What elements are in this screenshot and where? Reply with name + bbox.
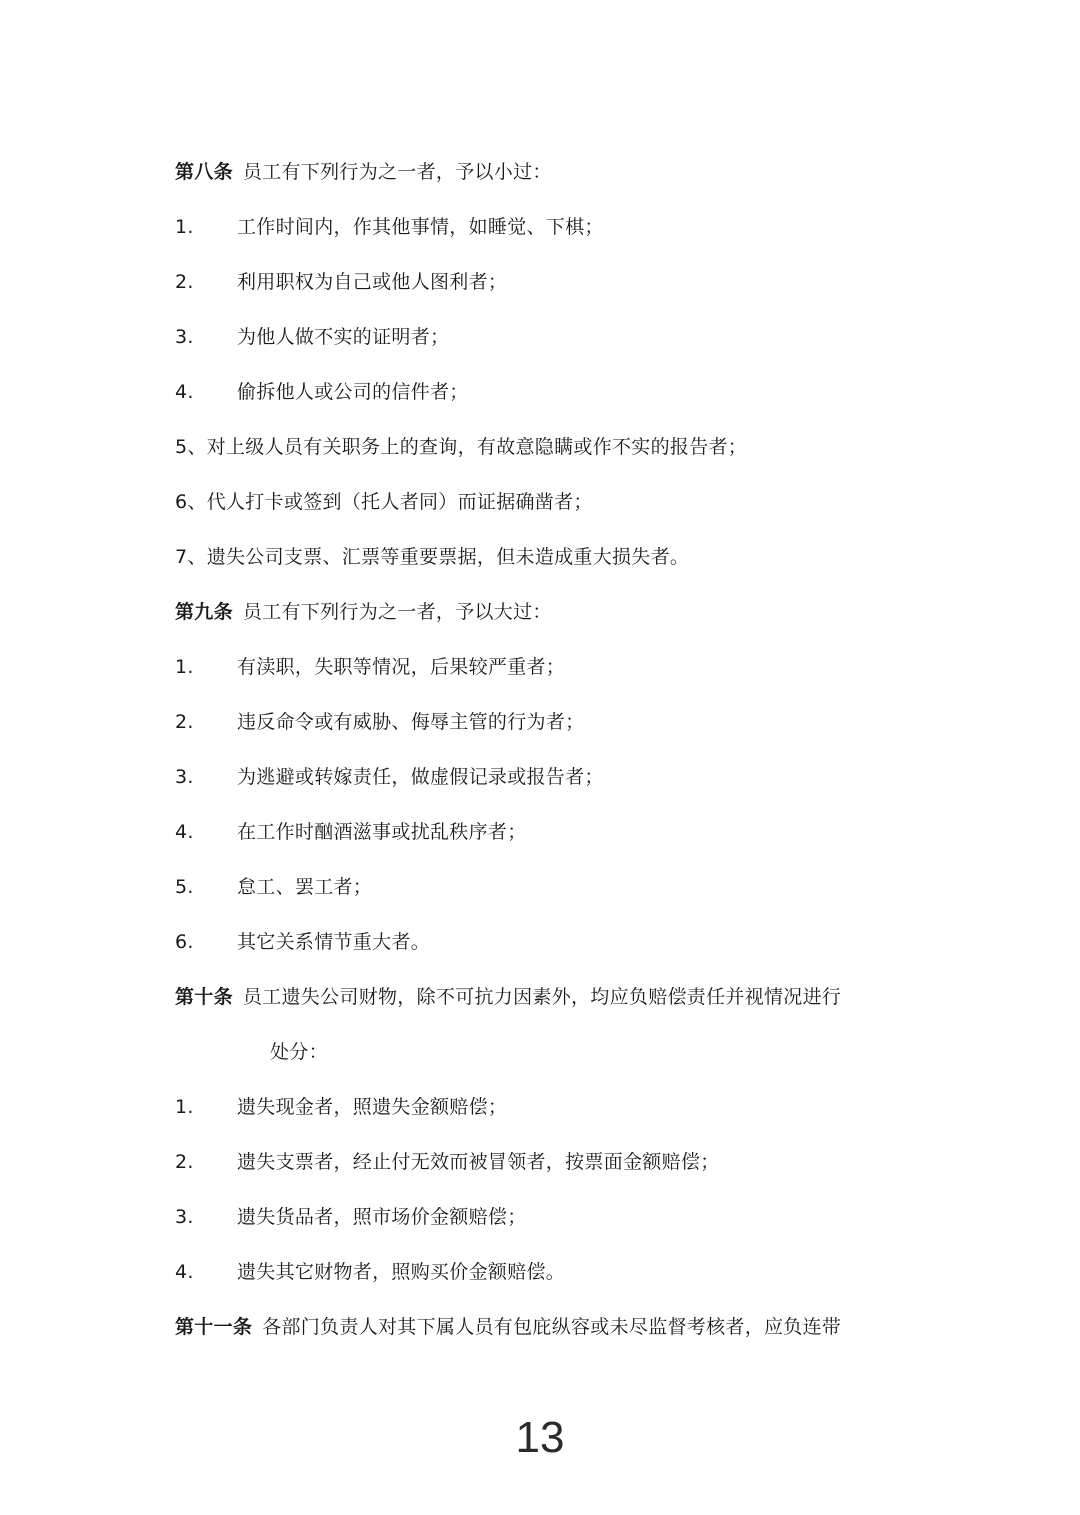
- item-text: 为逃避或转嫁责任，做虚假记录或报告者；: [237, 766, 604, 788]
- list-item: [175, 434, 747, 460]
- item-number: 4.: [175, 821, 194, 843]
- page-number: 13: [515, 1413, 565, 1462]
- item-text: 遗失货品者，照市场价金额赔偿；: [237, 1206, 527, 1228]
- list-item: [175, 654, 565, 680]
- item-number: 6.: [175, 931, 194, 953]
- item-number: 1.: [175, 1096, 194, 1118]
- item-text: 在工作时酗酒滋事或扰乱秩序者；: [237, 821, 527, 843]
- item-number: 3.: [175, 1206, 194, 1228]
- list-item: [175, 1204, 527, 1230]
- article-text: 员工遗失公司财物，除不可抗力因素外，均应负赔偿责任并视情况进行: [242, 986, 842, 1008]
- item-number: 1.: [175, 216, 194, 238]
- article-text: 员工有下列行为之一者，予以小过：: [242, 161, 552, 183]
- item-text: 遗失其它财物者，照购买价金额赔偿。: [237, 1261, 566, 1283]
- item-text: 有渎职，失职等情况，后果较严重者；: [237, 656, 566, 678]
- item-text: 为他人做不实的证明者；: [237, 326, 450, 348]
- article-text: 员工有下列行为之一者，予以大过：: [242, 601, 552, 623]
- item-number: 4.: [175, 1261, 194, 1283]
- article-text: 各部门负责人对其下属人员有包庇纵容或未尽监督考核者，应负连带: [262, 1316, 842, 1338]
- item-number: 1.: [175, 656, 194, 678]
- article-label: 第九条: [175, 601, 233, 623]
- item-text: 利用职权为自己或他人图利者；: [237, 271, 508, 293]
- item-text: 5、对上级人员有关职务上的查询，有故意隐瞒或作不实的报告者；: [175, 436, 748, 458]
- list-item: [175, 269, 507, 295]
- item-text: 遗失支票者，经止付无效而被冒领者，按票面金额赔偿；: [237, 1151, 720, 1173]
- list-item: [175, 819, 527, 845]
- item-number: 3.: [175, 766, 194, 788]
- item-text: 其它关系情节重大者。: [237, 931, 431, 953]
- article-10-heading: [175, 984, 841, 1010]
- item-number: 2.: [175, 711, 194, 733]
- item-text: 工作时间内，作其他事情，如睡觉、下棋；: [237, 216, 604, 238]
- article-10-continuation: 处分：: [270, 1041, 328, 1063]
- item-text: 7、遗失公司支票、汇票等重要票据，但未造成重大损失者。: [175, 546, 690, 568]
- list-item: [175, 214, 604, 240]
- article-label: 第八条: [175, 161, 233, 183]
- list-item: [175, 489, 593, 515]
- list-item: [175, 764, 604, 790]
- item-number: 2.: [175, 271, 194, 293]
- item-text: 遗失现金者，照遗失金额赔偿；: [237, 1096, 508, 1118]
- list-item: [175, 379, 469, 405]
- item-number: 2.: [175, 1151, 194, 1173]
- article-11-heading: [175, 1314, 841, 1340]
- list-item: [175, 1094, 507, 1120]
- article-label: 第十条: [175, 986, 233, 1008]
- list-item: [175, 324, 449, 350]
- item-text: 偷拆他人或公司的信件者；: [237, 381, 469, 403]
- article-label: 第十一条: [175, 1316, 253, 1338]
- item-number: 4.: [175, 381, 194, 403]
- article-8-heading: [175, 159, 552, 185]
- list-item: [175, 929, 430, 955]
- item-number: 5.: [175, 876, 194, 898]
- list-item: [175, 874, 372, 900]
- article-9-heading: [175, 599, 552, 625]
- item-number: 3.: [175, 326, 194, 348]
- item-text: 怠工、罢工者；: [237, 876, 373, 898]
- list-item: [175, 544, 689, 570]
- list-item: [175, 1149, 720, 1175]
- list-item: [175, 709, 584, 735]
- list-item: [175, 1259, 565, 1285]
- item-text: 违反命令或有威胁、侮辱主管的行为者；: [237, 711, 585, 733]
- item-text: 6、代人打卡或签到（托人者同）而证据确凿者；: [175, 491, 593, 513]
